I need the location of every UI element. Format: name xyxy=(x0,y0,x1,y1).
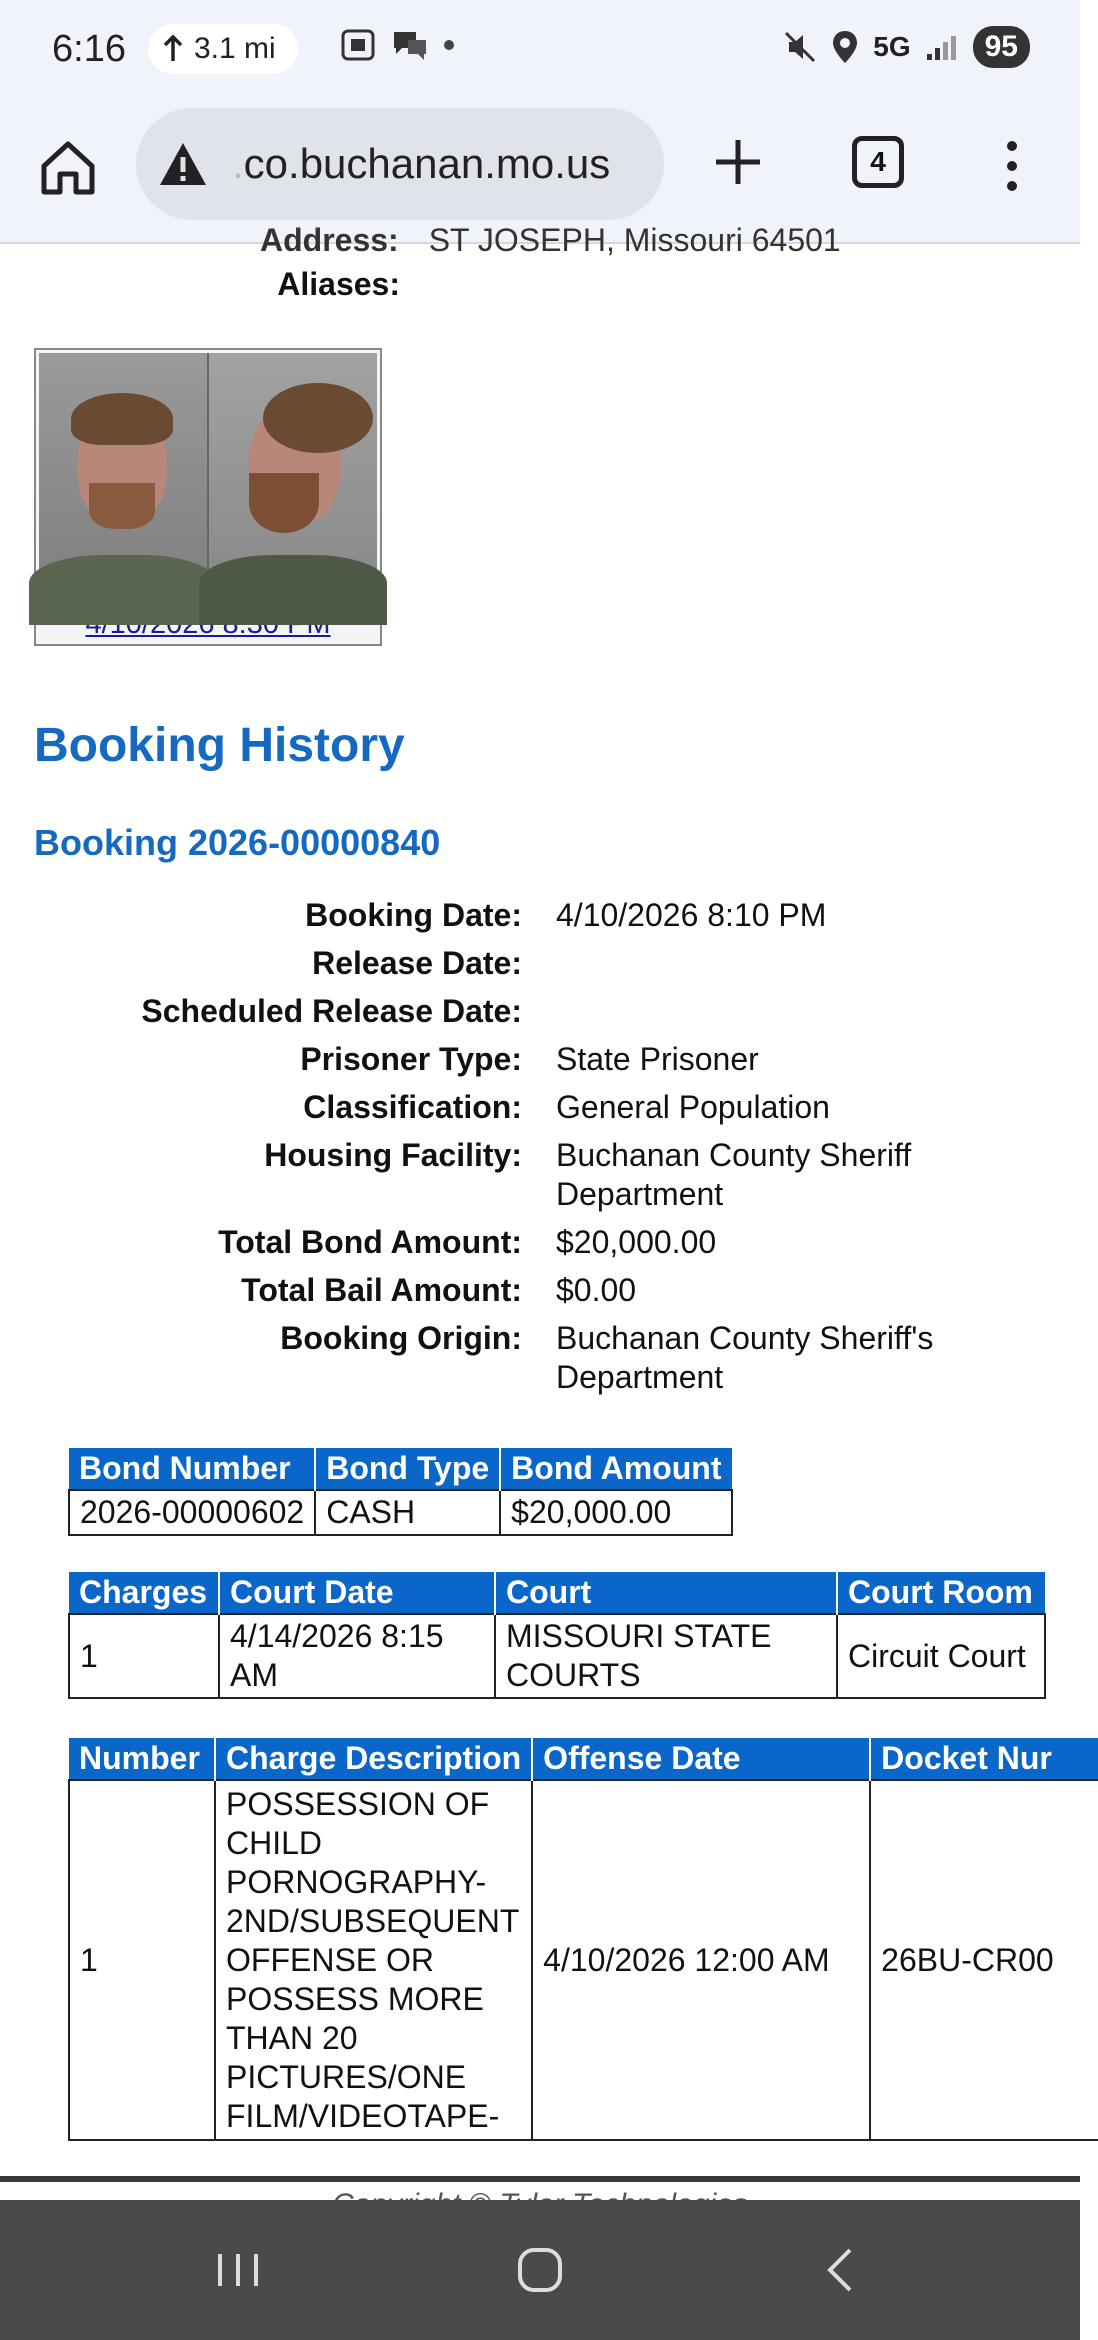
recent-apps-icon[interactable] xyxy=(208,2240,268,2300)
mute-icon xyxy=(783,30,817,64)
dot-icon xyxy=(444,40,454,50)
address-row xyxy=(260,222,841,259)
detail-row xyxy=(0,1223,1080,1262)
detail-row xyxy=(0,1040,1080,1079)
table-cell: $20,000.00 xyxy=(500,1490,732,1535)
tab-switcher-button[interactable]: 4 xyxy=(852,136,904,188)
detail-label: Total Bail Amount: xyxy=(241,1272,522,1308)
mugshot-front xyxy=(39,353,207,605)
table-row xyxy=(69,1780,1098,2140)
column-header: Bond Type xyxy=(315,1448,500,1490)
booking-history-heading: Booking History xyxy=(34,719,405,772)
booking-number-heading: Booking 2026-00000840 xyxy=(34,822,441,863)
detail-value xyxy=(556,992,976,1031)
detail-value xyxy=(556,944,976,983)
footer-divider xyxy=(0,2176,1080,2182)
network-type: 5G xyxy=(873,31,911,62)
column-header: Charges xyxy=(69,1572,219,1614)
table-cell: 2026-00000602 xyxy=(69,1490,315,1535)
detail-value: Buchanan County Sheriff Department xyxy=(556,1137,912,1212)
address-label: Address: xyxy=(260,222,399,258)
table-header-row xyxy=(69,1572,1045,1614)
table-cell: CASH xyxy=(315,1490,500,1535)
charges-table xyxy=(68,1738,1098,2141)
detail-value: State Prisoner xyxy=(556,1041,759,1077)
table-row xyxy=(69,1614,1045,1698)
table-header-row xyxy=(69,1448,732,1490)
detail-row xyxy=(0,1271,1080,1310)
home-icon[interactable] xyxy=(36,136,100,200)
detail-label: Booking Origin: xyxy=(280,1320,522,1356)
new-tab-icon[interactable] xyxy=(710,134,766,190)
bond-table xyxy=(68,1448,733,1536)
home-nav-icon[interactable] xyxy=(510,2240,570,2300)
court-table xyxy=(68,1572,1046,1699)
arrow-up-icon xyxy=(162,35,184,63)
navigation-chip[interactable] xyxy=(148,24,298,74)
address-bar[interactable] xyxy=(136,108,664,220)
detail-label: Booking Date: xyxy=(305,897,522,933)
battery-level: 95 xyxy=(973,26,1030,68)
detail-row xyxy=(0,992,1080,1031)
detail-label: Classification: xyxy=(303,1089,522,1125)
table-cell: 1 xyxy=(69,1780,215,2140)
chat-icon xyxy=(390,28,430,62)
location-icon xyxy=(831,29,859,65)
system-nav-bar xyxy=(0,2200,1080,2340)
back-icon[interactable] xyxy=(812,2240,872,2300)
table-row xyxy=(69,1490,732,1535)
booking-details xyxy=(0,896,1080,1406)
detail-row xyxy=(0,944,1080,983)
detail-value: $20,000.00 xyxy=(556,1224,717,1260)
signal-icon xyxy=(925,32,959,62)
detail-label: Housing Facility: xyxy=(264,1137,522,1173)
mugshot-profile xyxy=(207,353,377,605)
nav-distance: 3.1 mi xyxy=(194,32,276,65)
detail-value: Buchanan County Sheriff's Department xyxy=(556,1320,934,1395)
url-faded-prefix: . xyxy=(232,140,244,187)
table-cell: 1 xyxy=(69,1614,219,1698)
column-header: Bond Amount xyxy=(500,1448,732,1490)
screenshot-icon xyxy=(340,28,376,62)
detail-value: 4/10/2026 8:10 PM xyxy=(556,897,827,933)
column-header: Bond Number xyxy=(69,1448,315,1490)
column-header: Number xyxy=(69,1738,215,1780)
table-cell: MISSOURI STATE COURTS xyxy=(495,1614,837,1698)
detail-label: Prisoner Type: xyxy=(300,1041,522,1077)
table-cell: 4/10/2026 12:00 AM xyxy=(532,1780,870,2140)
clock: 6:16 xyxy=(52,28,126,70)
detail-row xyxy=(0,1088,1080,1127)
detail-row xyxy=(0,896,1080,935)
column-header: Docket Nur xyxy=(870,1738,1098,1780)
warning-icon[interactable] xyxy=(158,141,208,187)
detail-row xyxy=(0,1319,1080,1397)
column-header: Court Room xyxy=(837,1572,1045,1614)
mugshot-photo[interactable] xyxy=(39,353,377,605)
table-cell: 4/14/2026 8:15 AM xyxy=(219,1614,495,1698)
more-menu-icon[interactable] xyxy=(1000,138,1024,194)
url-text: co.buchanan.mo.us xyxy=(243,140,611,187)
column-header: Charge Description xyxy=(215,1738,532,1780)
column-header: Court Date xyxy=(219,1572,495,1614)
address-value: ST JOSEPH, Missouri 64501 xyxy=(428,222,841,258)
table-cell: 26BU-CR00 xyxy=(870,1780,1098,2140)
table-cell: POSSESSION OF CHILD PORNOGRAPHY-2ND/SUBSEQUENT OFFENSE OR POSSESS MORE THAN 20 PICTURES/ONE FILM/VIDEOTAPE- xyxy=(215,1780,532,2140)
page-content xyxy=(0,222,1080,2200)
column-header: Offense Date xyxy=(532,1738,870,1780)
detail-label: Scheduled Release Date: xyxy=(141,993,522,1029)
status-bar xyxy=(0,0,1080,100)
aliases-label: Aliases: xyxy=(277,266,400,302)
detail-label: Total Bond Amount: xyxy=(218,1224,522,1260)
mugshot-card[interactable] xyxy=(34,348,382,646)
table-cell: Circuit Court xyxy=(837,1614,1045,1698)
detail-value: General Population xyxy=(556,1089,830,1125)
detail-value: $0.00 xyxy=(556,1272,637,1308)
detail-label: Release Date: xyxy=(312,945,522,981)
detail-row xyxy=(0,1136,1080,1214)
column-header: Court xyxy=(495,1572,837,1614)
table-header-row xyxy=(69,1738,1098,1780)
